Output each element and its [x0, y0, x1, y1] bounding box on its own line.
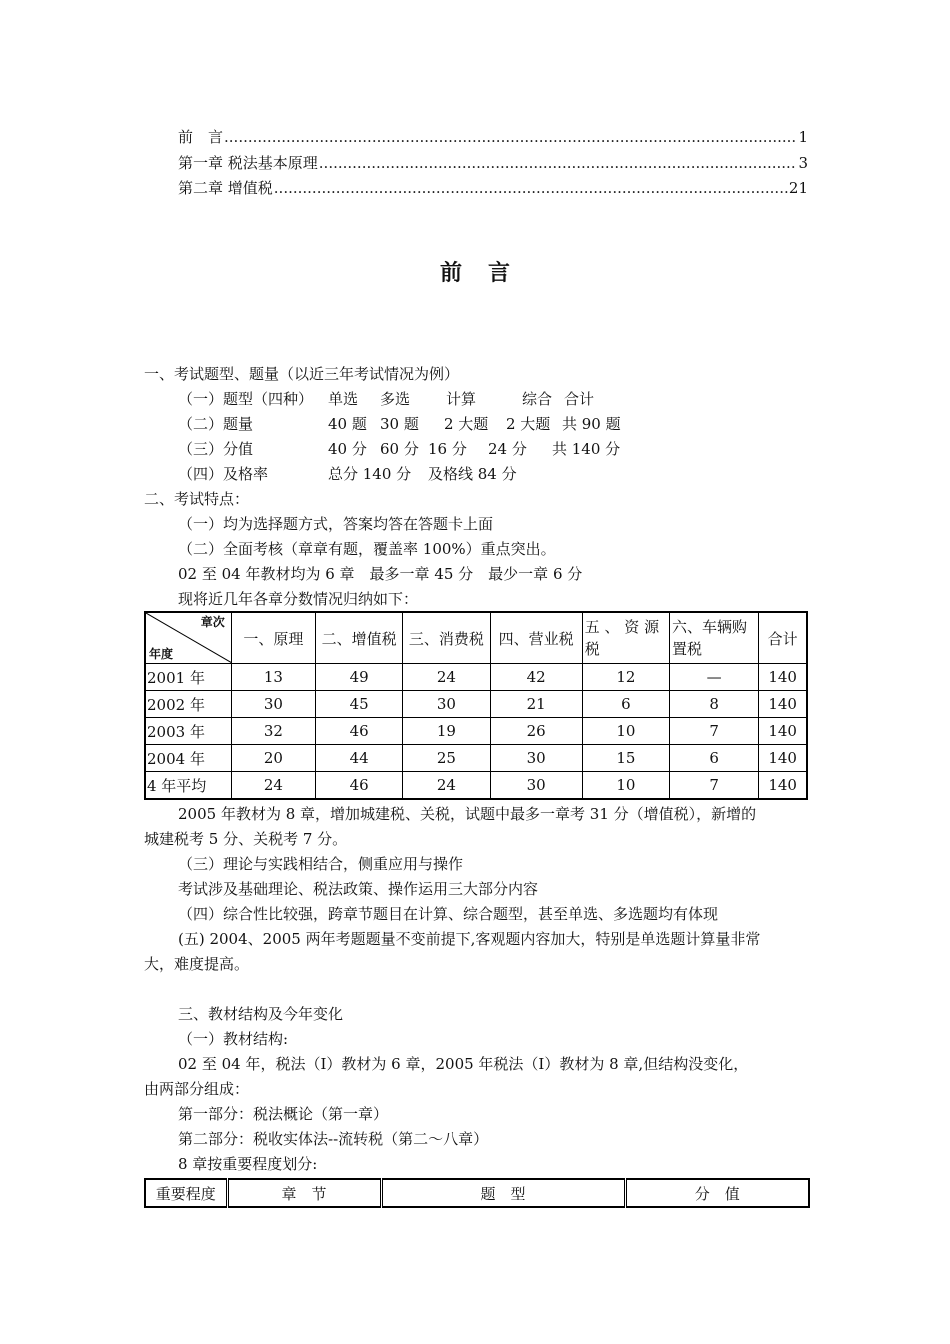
toc-page-number: 3 [798, 154, 808, 172]
table-cell: 24 [231, 772, 315, 800]
exam-cell: 24 分 [488, 440, 527, 458]
row-year: 4 年平均 [145, 772, 231, 800]
toc-page-number: 1 [798, 128, 808, 146]
column-axis-label: 章次 [200, 615, 225, 629]
toc-leader [274, 177, 788, 199]
paragraph: 大，难度提高。 [144, 955, 250, 973]
exam-cell: 单选 [328, 390, 359, 408]
table-cell: 42 [490, 664, 582, 691]
exam-cell: 40 分 [328, 440, 367, 458]
section-heading: 三、教材结构及今年变化 [178, 1005, 344, 1023]
paragraph: 考试涉及基础理论、税法政策、操作运用三大部分内容 [178, 880, 539, 898]
chapter-score-table [144, 611, 808, 800]
paragraph: (五) 2004、2005 两年考题题量不变前提下,客观题内容加大，特别是单选题计算量非常 [178, 930, 761, 948]
table-row [145, 745, 807, 772]
exam-cell: 2 大题 [444, 415, 489, 433]
table-cell: 24 [403, 664, 490, 691]
toc-entry[interactable] [178, 177, 808, 199]
table-cell: 46 [316, 772, 403, 800]
paragraph: 第一部分：税法概论（第一章） [178, 1105, 389, 1123]
table-cell: 140 [759, 691, 807, 718]
table-cell: 6 [670, 745, 759, 772]
table-cell: 30 [403, 691, 490, 718]
table-row [145, 718, 807, 745]
column-header: 分 值 [625, 1179, 809, 1207]
exam-row-label: （三）分值 [178, 440, 254, 458]
exam-row-label: （二）题量 [178, 415, 254, 433]
paragraph: 由两部分组成： [144, 1080, 250, 1098]
exam-cell: 总分 140 分 [328, 465, 412, 483]
column-header: 重要程度 [145, 1179, 227, 1207]
table-cell: 7 [670, 772, 759, 800]
table-cell: 20 [231, 745, 315, 772]
column-header: 合计 [759, 612, 807, 664]
table-cell: 21 [490, 691, 582, 718]
exam-cell: 共 140 分 [552, 440, 621, 458]
table-cell: 140 [759, 664, 807, 691]
paragraph: 第二部分：税收实体法--流转税（第二～八章） [178, 1130, 489, 1148]
exam-cell: 综合 [522, 390, 553, 408]
paragraph: 现将近几年各章分数情况归纳如下： [178, 590, 419, 608]
paragraph: 02 至 04 年，税法（Ⅰ）教材为 6 章，2005 年税法（Ⅰ）教材为 8 章,但结构没变化， [178, 1055, 749, 1073]
exam-cell: 计算 [446, 390, 477, 408]
table-header-row [145, 1179, 809, 1207]
table-row [145, 691, 807, 718]
row-year: 2002 年 [145, 691, 231, 718]
exam-cell: 及格线 84 分 [428, 465, 517, 483]
paragraph: （一）教材结构: [178, 1030, 289, 1048]
paragraph: （三）理论与实践相结合，侧重应用与操作 [178, 855, 464, 873]
toc-entry[interactable] [178, 152, 808, 174]
table-cell: 140 [759, 718, 807, 745]
paragraph: （一）均为选择题方式，答案均答在答题卡上面 [178, 515, 494, 533]
paragraph: （二）全面考核（章章有题，覆盖率 100%）重点突出。 [178, 540, 556, 558]
toc-leader [319, 152, 798, 174]
toc-title: 前 言 [178, 128, 224, 146]
section-heading: 二、考试特点： [144, 490, 250, 508]
row-year: 2001 年 [145, 664, 231, 691]
exam-cell: 30 题 [380, 415, 419, 433]
exam-cell: 40 题 [328, 415, 367, 433]
exam-cell: 2 大题 [506, 415, 551, 433]
table-cell: 19 [403, 718, 490, 745]
table-cell: 140 [759, 745, 807, 772]
toc-leader [224, 126, 797, 148]
table-cell: 44 [316, 745, 403, 772]
exam-cell: 合计 [564, 390, 595, 408]
table-cell: 140 [759, 772, 807, 800]
column-header: 二、增值税 [316, 612, 403, 664]
table-row [145, 664, 807, 691]
column-header: 题 型 [381, 1179, 625, 1207]
toc-page-number: 21 [788, 179, 808, 197]
toc-entry[interactable] [178, 126, 808, 148]
table-cell: 30 [490, 772, 582, 800]
table-cell: 12 [582, 664, 669, 691]
table-cell: 15 [582, 745, 669, 772]
paragraph: 8 章按重要程度划分: [178, 1155, 318, 1173]
section-heading: 一、考试题型、题量（以近三年考试情况为例） [144, 365, 460, 383]
row-year: 2003 年 [145, 718, 231, 745]
column-header: 六、车辆购置税 [670, 612, 759, 664]
row-axis-label: 年度 [149, 647, 174, 661]
table-cell: 32 [231, 718, 315, 745]
table-header-row [145, 612, 807, 664]
table-cell: 46 [316, 718, 403, 745]
table-cell: 10 [582, 772, 669, 800]
row-year: 2004 年 [145, 745, 231, 772]
toc-title: 第二章 增值税 [178, 179, 273, 197]
table-cell: 6 [582, 691, 669, 718]
table-cell: — [670, 664, 759, 691]
toc-title: 第一章 税法基本原理 [178, 154, 318, 172]
table-cell: 13 [231, 664, 315, 691]
importance-table [144, 1178, 810, 1208]
table-cell: 49 [316, 664, 403, 691]
column-header: 一、原理 [231, 612, 315, 664]
table-cell: 10 [582, 718, 669, 745]
column-header: 四、营业税 [490, 612, 582, 664]
exam-row-label: （一）题型（四种） [178, 390, 314, 408]
exam-cell: 60 分 [380, 440, 419, 458]
exam-cell: 多选 [380, 390, 411, 408]
exam-cell: 共 90 题 [562, 415, 621, 433]
table-cell: 8 [670, 691, 759, 718]
table-cell: 7 [670, 718, 759, 745]
table-cell: 30 [231, 691, 315, 718]
paragraph: 城建税考 5 分、关税考 7 分。 [144, 830, 348, 848]
diagonal-header-cell [145, 612, 231, 664]
table-cell: 26 [490, 718, 582, 745]
column-header: 章 节 [227, 1179, 381, 1207]
table-cell: 30 [490, 745, 582, 772]
column-header: 五 、 资 源 税 [582, 612, 669, 664]
paragraph: （四）综合性比较强，跨章节题目在计算、综合题型，甚至单选、多选题均有体现 [178, 905, 719, 923]
exam-row-label: （四）及格率 [178, 465, 269, 483]
table-cell: 24 [403, 772, 490, 800]
page-title: 前言 [439, 261, 536, 286]
paragraph: 2005 年教材为 8 章，增加城建税、关税，试题中最多一章考 31 分（增值税），新增的 [178, 805, 757, 823]
paragraph: 02 至 04 年教材均为 6 章 最多一章 45 分 最少一章 6 分 [178, 565, 583, 583]
table-row [145, 772, 807, 800]
table-cell: 25 [403, 745, 490, 772]
column-header: 三、消费税 [403, 612, 490, 664]
exam-cell: 16 分 [428, 440, 467, 458]
table-cell: 45 [316, 691, 403, 718]
